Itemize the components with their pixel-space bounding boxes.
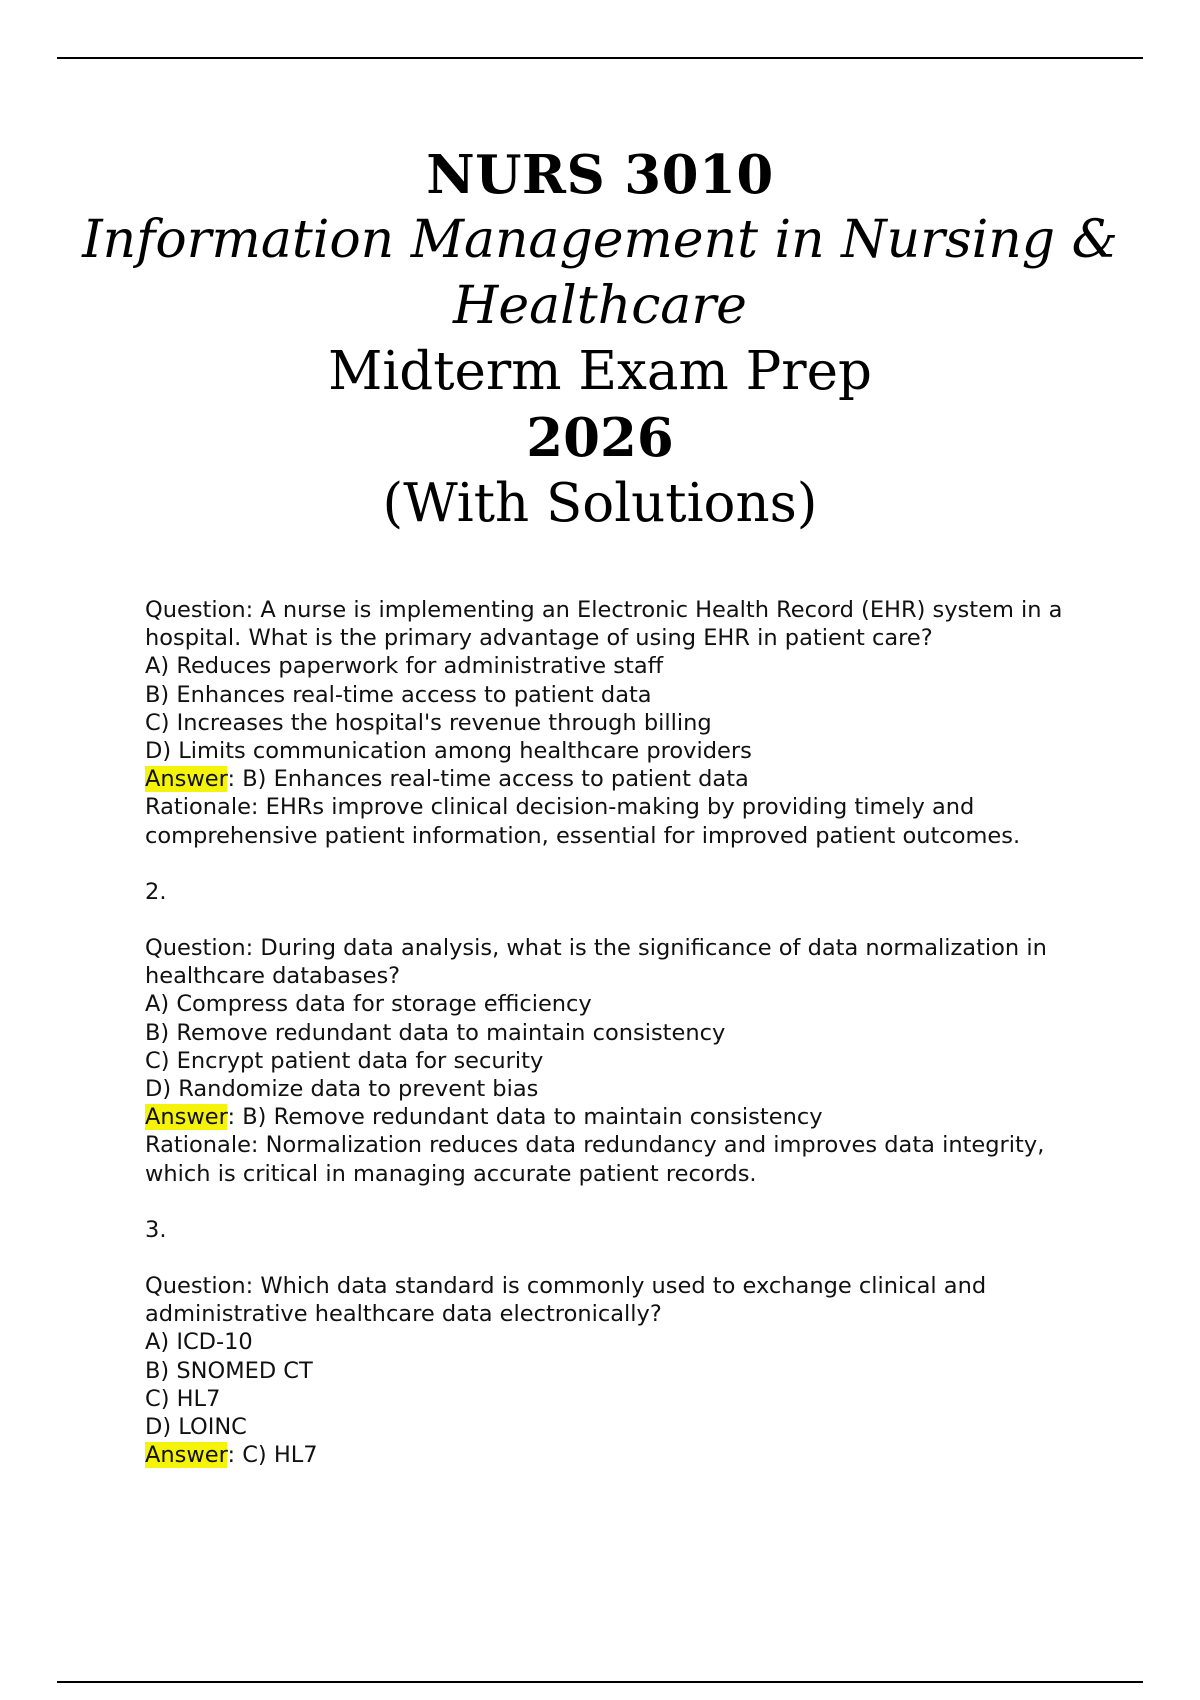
option-d: D) Randomize data to prevent bias <box>145 1076 539 1103</box>
option-b: B) SNOMED CT <box>145 1357 313 1384</box>
course-code: NURS 3010 <box>426 144 774 206</box>
option-a: A) Compress data for storage efficiency <box>145 991 592 1018</box>
question-number: 3. <box>145 1216 167 1243</box>
option-d: D) Limits communication among healthcare providers <box>145 738 752 765</box>
option-b: B) Remove redundant data to maintain consistency <box>145 1019 726 1046</box>
option-a: A) Reduces paperwork for administrative staff <box>145 653 664 680</box>
exam-year: 2026 <box>526 407 674 469</box>
answer-line <box>145 1441 1105 1469</box>
answer-text: : B) Enhances real-time access to patient data <box>227 766 749 793</box>
question-text: Question: A nurse is implementing an Electronic Health Record (EHR) system in a hospital. What is the primary advantage of using EHR in patient care? <box>145 597 1063 652</box>
bottom-rule <box>57 1681 1143 1683</box>
option-a: A) ICD-10 <box>145 1329 253 1356</box>
answer-text: : C) HL7 <box>227 1442 318 1469</box>
rationale-text: Rationale: Normalization reduces data redundancy and improves data integrity, which is critical in managing accurate patient records. <box>145 1132 1045 1187</box>
question-item <box>145 934 1105 1188</box>
top-rule <box>57 57 1143 59</box>
option-c: C) Increases the hospital's revenue through billing <box>145 709 712 736</box>
option-d: D) LOINC <box>145 1414 247 1441</box>
question-number: 2. <box>145 878 167 905</box>
option-b: B) Enhances real-time access to patient data <box>145 681 652 708</box>
option-c: C) Encrypt patient data for security <box>145 1047 544 1074</box>
answer-text: : B) Remove redundant data to maintain consistency <box>227 1104 823 1131</box>
answer-label: Answer <box>145 1442 228 1469</box>
question-item <box>145 1272 1105 1469</box>
answer-label: Answer <box>145 1104 228 1131</box>
question-text: Question: Which data standard is commonly used to exchange clinical and administrative healthcare data electronically? <box>145 1273 987 1328</box>
course-title: Information Management in Nursing & Healthcare <box>82 210 1118 336</box>
solutions-note: (With Solutions) <box>382 473 818 534</box>
answer-line <box>145 1103 1105 1131</box>
answer-line <box>145 765 1105 793</box>
rationale-text: Rationale: EHRs improve clinical decision-making by providing timely and comprehensive patient information, essential for improved patient outcomes. <box>145 794 1021 849</box>
option-c: C) HL7 <box>145 1385 221 1412</box>
question-list <box>145 596 1105 1469</box>
title-block <box>57 143 1143 537</box>
question-text: Question: During data analysis, what is the significance of data normalization in healthcare databases? <box>145 935 1047 990</box>
question-item <box>145 596 1105 850</box>
answer-label: Answer <box>145 766 228 793</box>
exam-type: Midterm Exam Prep <box>328 341 872 402</box>
